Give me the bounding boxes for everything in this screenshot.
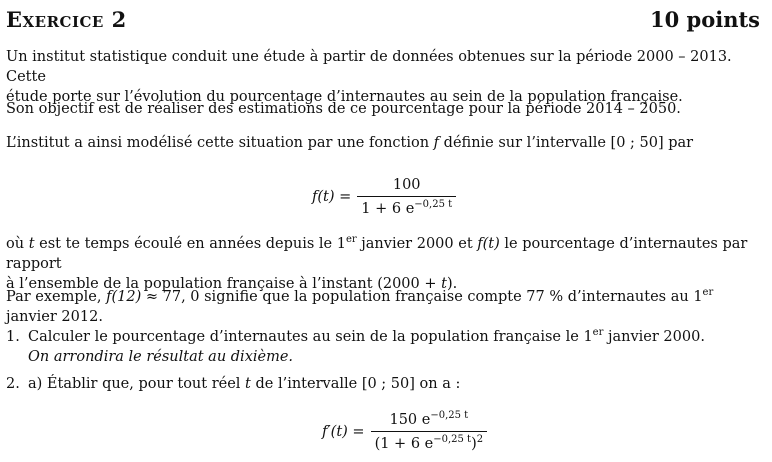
explain-c: janvier 2000 et xyxy=(356,236,478,252)
formula-fprime-denominator xyxy=(371,432,488,454)
model-paragraph xyxy=(6,133,766,153)
question-1-sup: er xyxy=(592,327,604,338)
question-2-number: 2. xyxy=(6,376,20,392)
question-1-note: On arrondira le résultat au dixième. xyxy=(28,349,294,365)
question-1-text-a: Calculer le pourcentage d’internautes au sein de la population française le 1 xyxy=(28,329,593,345)
example-paragraph xyxy=(6,287,766,327)
explain-t: t xyxy=(28,236,35,252)
intro-paragraph xyxy=(6,47,766,107)
example-a: Par exemple, xyxy=(6,289,107,305)
question-2-text-a: a) Établir que, pour tout réel xyxy=(28,376,246,392)
explain-l2-a: à l’ensemble de la population française à l’instant (2000 + xyxy=(6,276,442,292)
formula-fprime-den-close: ) xyxy=(471,436,477,452)
question-1-text-b: janvier 2000. xyxy=(603,329,705,345)
explain-b: est te temps écoulé en années depuis le 1 xyxy=(34,236,346,252)
example-f12: f(12) xyxy=(106,289,142,305)
exercise-title: Exercice 2 xyxy=(6,7,127,32)
formula-fprime-num-base: 150 e xyxy=(389,412,431,428)
formula-fprime-lhs: f′(t) = xyxy=(322,424,365,440)
explain-l2-t: t xyxy=(441,276,447,292)
intro-line-1: Un institut statistique conduit une étude à partir de données obtenues sur la période 2000 – 2013. Cette xyxy=(6,49,732,85)
question-2-t: t xyxy=(245,376,251,392)
objective-paragraph xyxy=(6,99,766,119)
formula-f-denominator xyxy=(357,197,456,219)
formula-f-numerator: 100 xyxy=(357,175,456,197)
formula-f-den-base: 1 + 6 e xyxy=(361,201,415,217)
formula-f xyxy=(312,175,456,219)
formula-f-den-exponent: −0,25 t xyxy=(414,199,453,210)
exercise-points: 10 points xyxy=(650,7,760,32)
explain-ft: f(t) xyxy=(477,236,500,252)
question-2 xyxy=(6,374,766,394)
explain-sup: er xyxy=(345,234,357,245)
formula-fprime-den-power: 2 xyxy=(476,434,484,445)
formula-fprime-numerator xyxy=(371,410,488,432)
explain-l2-b: ). xyxy=(446,276,458,292)
model-text-a: L’institut a ainsi modélisé cette situation par une fonction xyxy=(6,135,434,151)
explain-d: le pourcentage d’internautes par rapport xyxy=(6,236,748,272)
explain-a: où xyxy=(6,236,29,252)
formula-fprime-den-base: (1 + 6 e xyxy=(374,436,434,452)
formula-f-lhs: f(t) = xyxy=(312,189,352,205)
example-b: ≈ 77, 0 signifie que la population française compte 77 % d’internautes au 1 xyxy=(141,289,703,305)
formula-fprime xyxy=(322,410,487,454)
model-text-b: définie sur l’intervalle [0 ; 50] par xyxy=(439,135,694,151)
intro-line-2: étude porte sur l’évolution du pourcentage d’internautes au sein de la population française. xyxy=(6,89,683,105)
formula-fprime-fraction xyxy=(371,410,488,454)
question-1 xyxy=(6,327,766,367)
question-1-number: 1. xyxy=(6,329,20,345)
formula-f-fraction xyxy=(357,175,456,219)
explain-paragraph xyxy=(6,234,766,294)
example-sup: er xyxy=(702,287,714,298)
example-c: janvier 2012. xyxy=(6,309,103,325)
objective-text: Son objectif est de réaliser des estimations de ce pourcentage pour la période 2014 – 2050. xyxy=(6,101,681,117)
question-2-text-b: de l’intervalle [0 ; 50] on a : xyxy=(250,376,461,392)
function-name: f xyxy=(433,135,440,151)
formula-fprime-den-exponent: −0,25 t xyxy=(433,434,472,445)
formula-fprime-num-exponent: −0,25 t xyxy=(430,410,469,421)
